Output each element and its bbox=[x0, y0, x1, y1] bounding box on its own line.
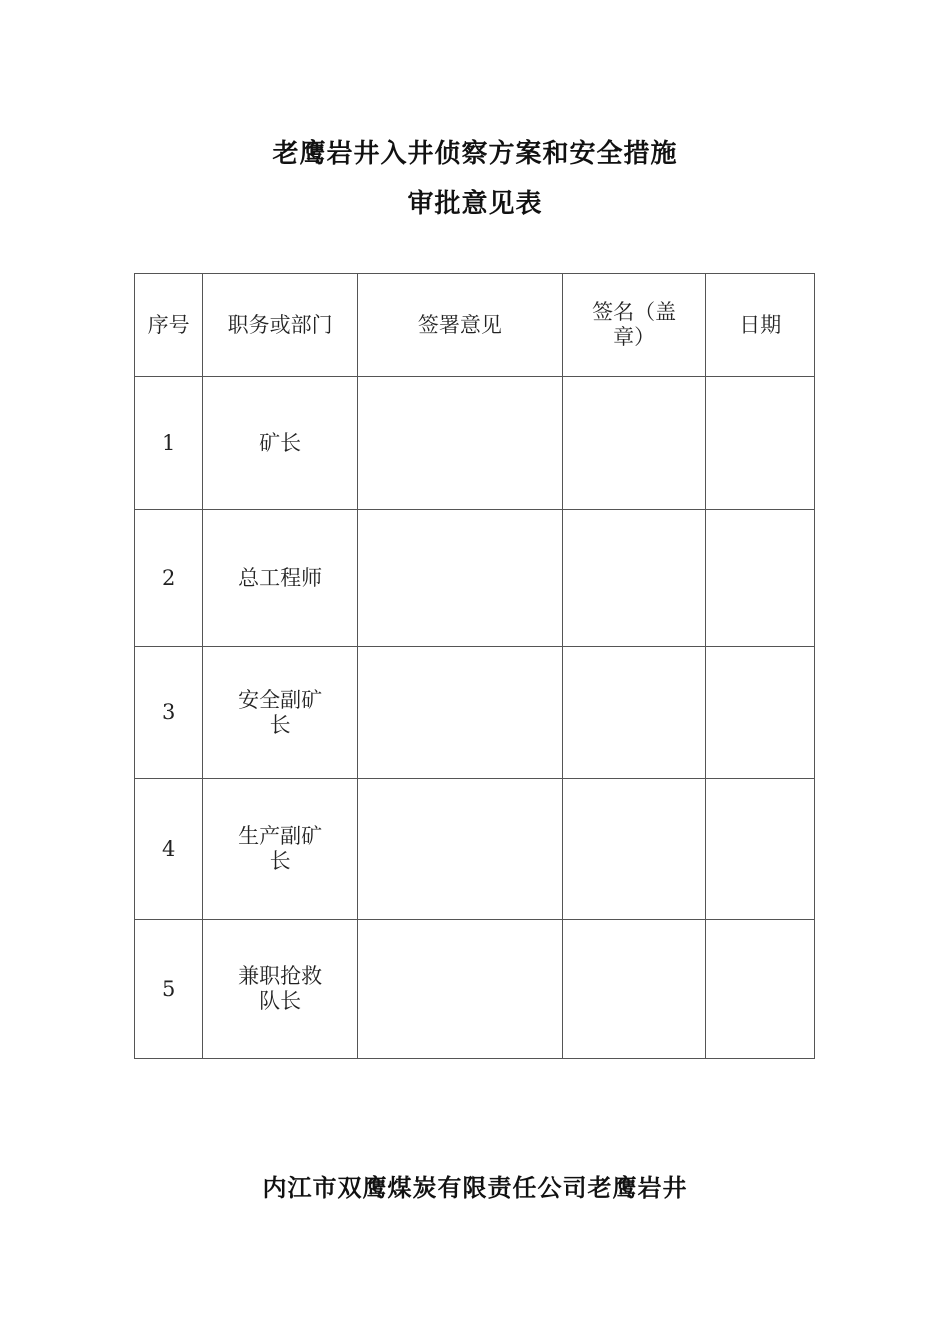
table-row bbox=[135, 510, 815, 647]
cell-sign[interactable] bbox=[562, 779, 706, 920]
table-row bbox=[135, 779, 815, 920]
cell-dept bbox=[203, 377, 358, 510]
cell-seq: 4 bbox=[135, 779, 203, 920]
cell-dept bbox=[203, 510, 358, 647]
cell-opinion[interactable] bbox=[357, 920, 562, 1059]
dept-label: 矿长 bbox=[259, 430, 302, 455]
table-header-row bbox=[135, 274, 815, 377]
cell-dept bbox=[203, 647, 358, 779]
cell-seq: 3 bbox=[135, 647, 203, 779]
header-seq: 序号 bbox=[135, 274, 203, 377]
cell-sign[interactable] bbox=[562, 510, 706, 647]
table-row bbox=[135, 920, 815, 1059]
cell-sign[interactable] bbox=[562, 377, 706, 510]
dept-label: 生产副矿长 bbox=[238, 824, 323, 873]
cell-date[interactable] bbox=[706, 510, 815, 647]
header-sign bbox=[562, 274, 706, 377]
header-dept: 职务或部门 bbox=[203, 274, 358, 377]
approval-table bbox=[134, 273, 815, 1059]
cell-opinion[interactable] bbox=[357, 779, 562, 920]
cell-date[interactable] bbox=[706, 647, 815, 779]
document-title: 老鹰岩井入井侦察方案和安全措施 bbox=[272, 139, 678, 169]
cell-dept bbox=[203, 779, 358, 920]
cell-sign[interactable] bbox=[562, 647, 706, 779]
cell-seq: 1 bbox=[135, 377, 203, 510]
table-row bbox=[135, 377, 815, 510]
dept-label: 兼职抢救队长 bbox=[238, 964, 323, 1013]
dept-label: 安全副矿长 bbox=[238, 687, 323, 737]
cell-opinion[interactable] bbox=[357, 377, 562, 510]
company-footer: 内江市双鹰煤炭有限责任公司老鹰岩井 bbox=[262, 1173, 688, 1202]
cell-opinion[interactable] bbox=[357, 647, 562, 779]
table-row bbox=[135, 647, 815, 779]
cell-date[interactable] bbox=[706, 377, 815, 510]
cell-opinion[interactable] bbox=[357, 510, 562, 647]
document-subtitle: 审批意见表 bbox=[407, 189, 543, 219]
cell-sign[interactable] bbox=[562, 920, 706, 1059]
cell-seq: 2 bbox=[135, 510, 203, 647]
cell-date[interactable] bbox=[706, 779, 815, 920]
cell-date[interactable] bbox=[706, 920, 815, 1059]
dept-label: 总工程师 bbox=[238, 565, 323, 590]
header-date: 日期 bbox=[706, 274, 815, 377]
header-opinion: 签署意见 bbox=[357, 274, 562, 377]
cell-seq: 5 bbox=[135, 920, 203, 1059]
header-sign-label: 签名（盖章） bbox=[592, 300, 677, 349]
cell-dept bbox=[203, 920, 358, 1059]
